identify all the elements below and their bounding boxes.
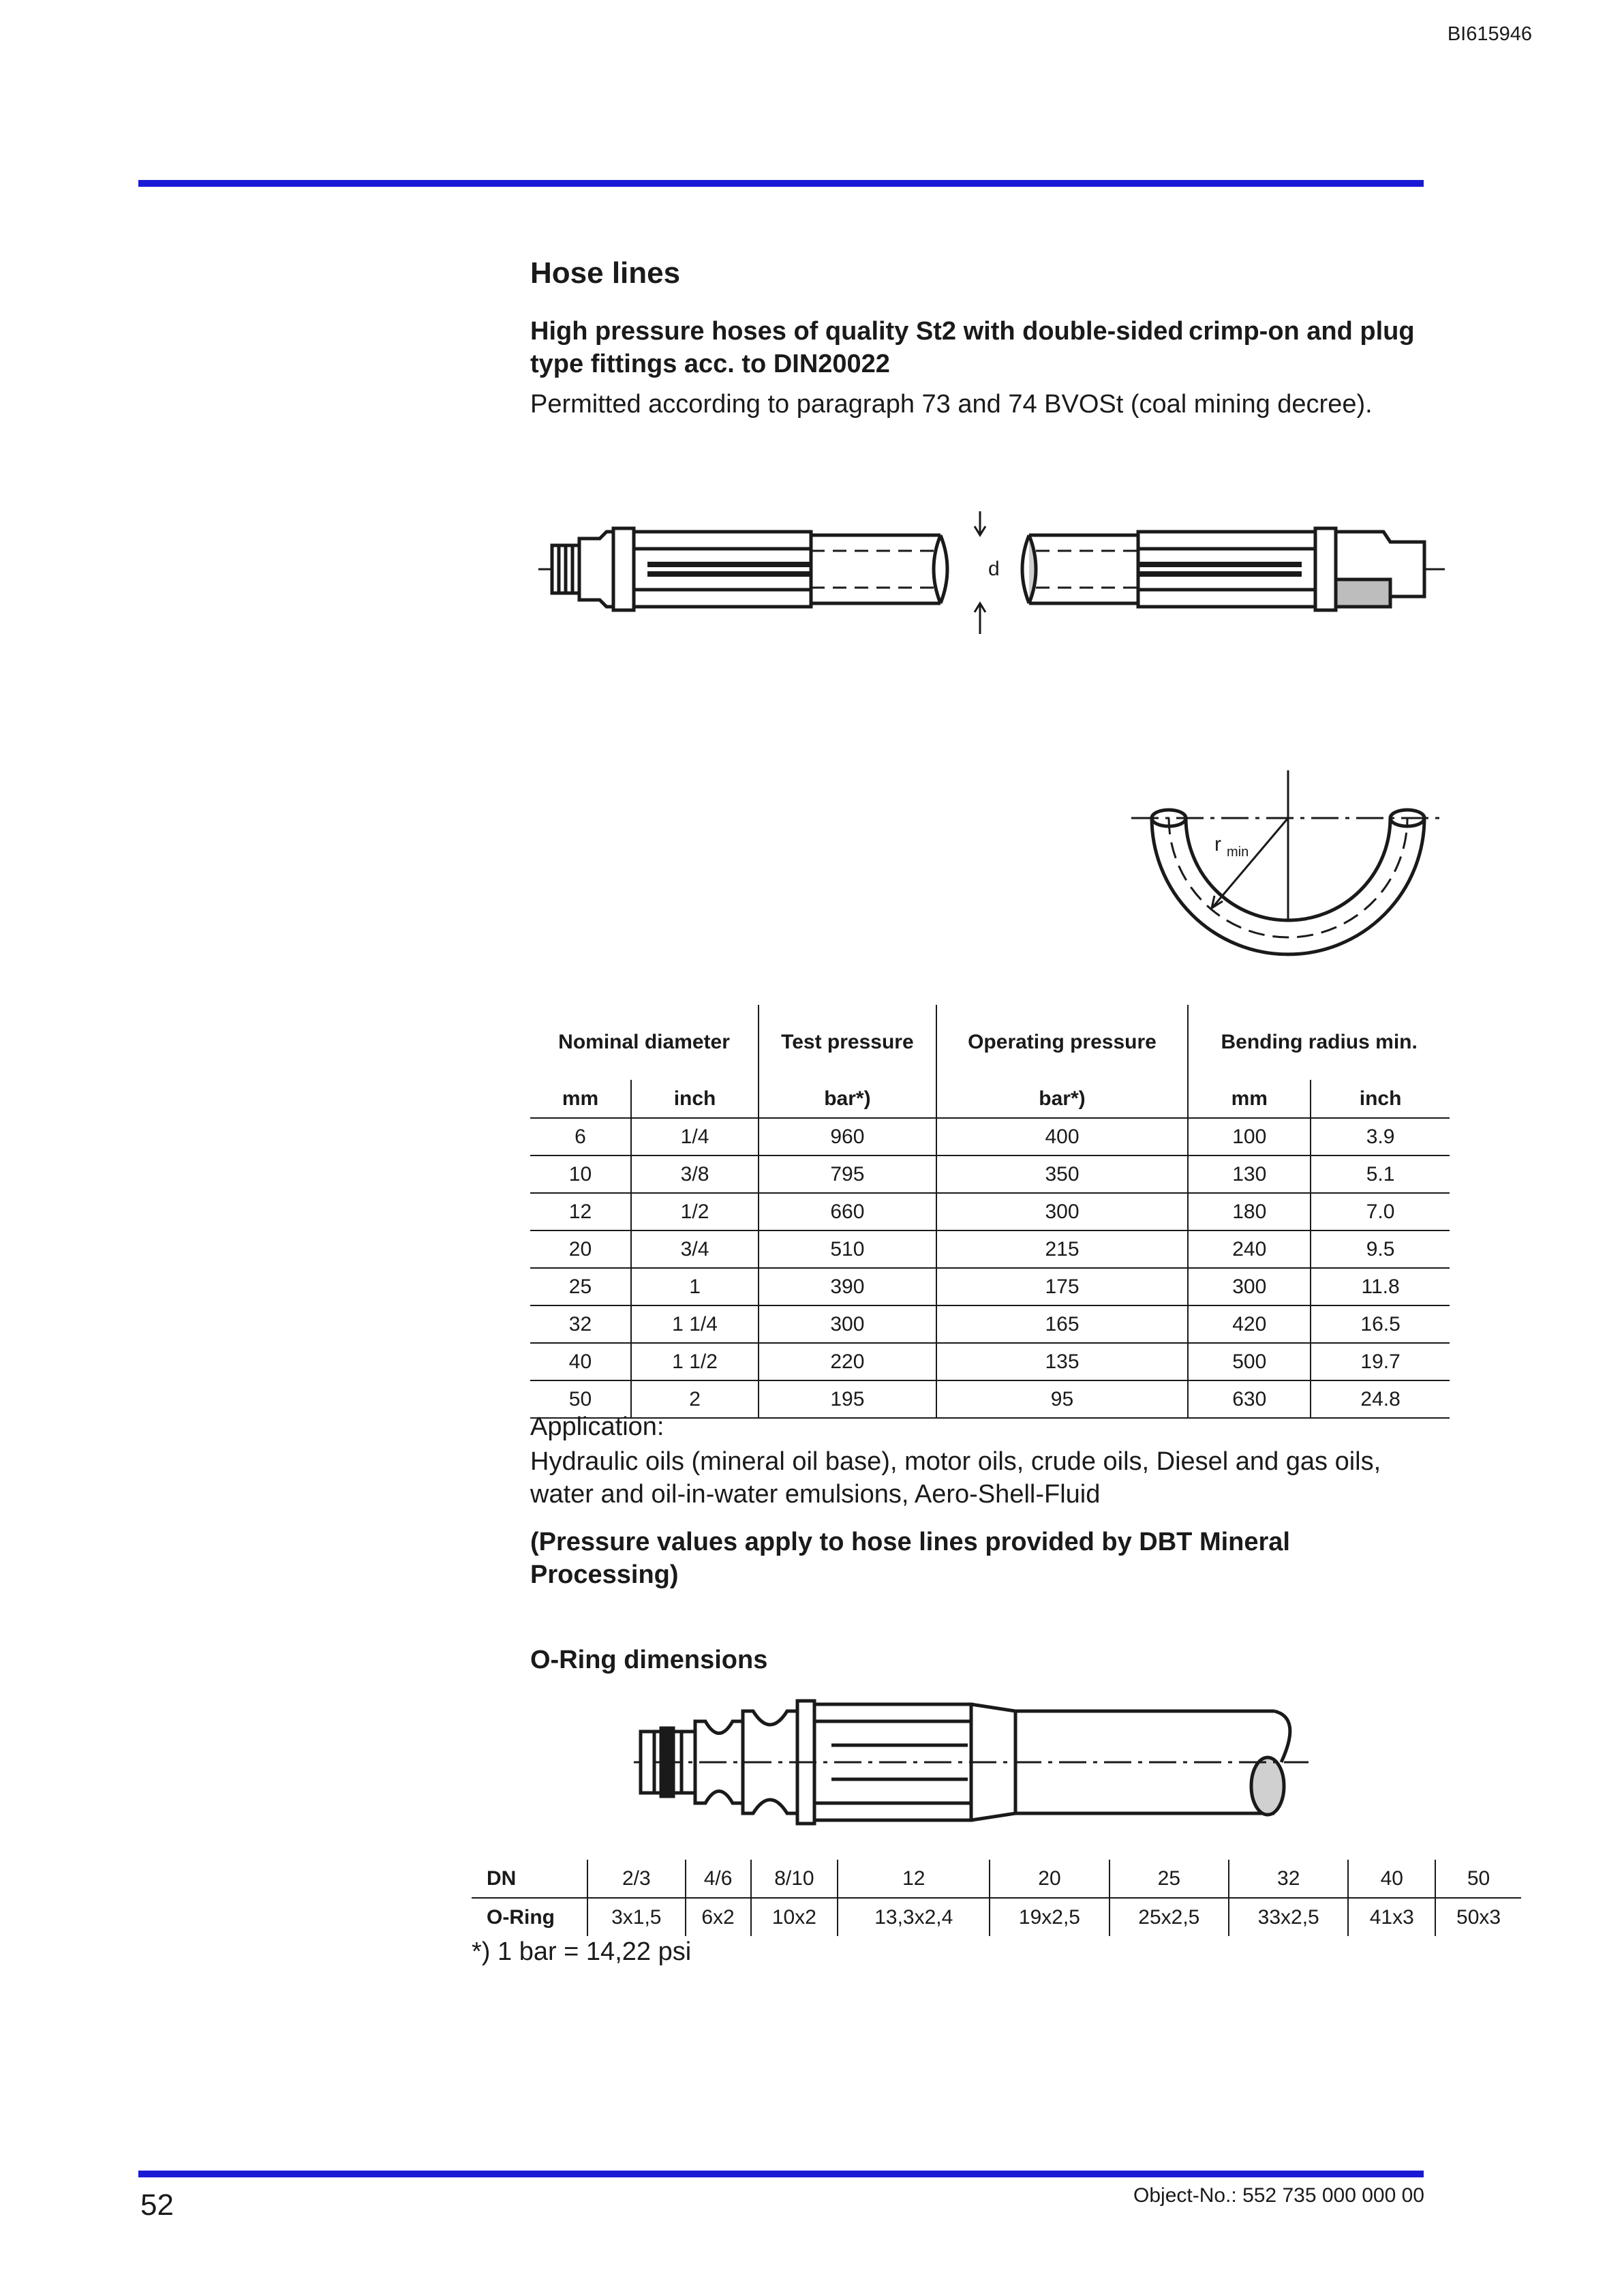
- table-cell: 50: [530, 1380, 631, 1418]
- dn-cell: 8/10: [751, 1860, 838, 1898]
- table-row: [530, 1193, 1450, 1230]
- hose-diameter-label: d: [988, 558, 1000, 580]
- bending-radius-drawing: [1131, 770, 1445, 975]
- unit-bar: bar*): [759, 1080, 936, 1118]
- oring-size-cell: 13,3x2,4: [838, 1898, 990, 1936]
- oring-size-cell: 6x2: [686, 1898, 751, 1936]
- table-cell: 240: [1188, 1230, 1311, 1268]
- hose-specification-table: [530, 1005, 1450, 1419]
- table-cell: 24.8: [1311, 1380, 1450, 1418]
- unit-mm: mm: [530, 1080, 631, 1118]
- dn-cell: 40: [1348, 1860, 1435, 1898]
- application-text: Hydraulic oils (mineral oil base), motor oils, crude oils, Diesel and gas oils, water and oil-in-water emulsions, Aero-Shell-Fluid: [530, 1447, 1381, 1509]
- table-cell: 95: [936, 1380, 1189, 1418]
- oring-dimensions-table: [472, 1860, 1521, 1936]
- dn-cell: 2/3: [587, 1860, 686, 1898]
- oring-size-cell: 25x2,5: [1110, 1898, 1229, 1936]
- table-cell: 660: [759, 1193, 936, 1230]
- table-cell: 3.9: [1311, 1118, 1450, 1155]
- oring-size-cell: 19x2,5: [990, 1898, 1109, 1936]
- table-cell: 6: [530, 1118, 631, 1155]
- table-cell: 1: [631, 1268, 759, 1305]
- table-cell: 2: [631, 1380, 759, 1418]
- table-cell: 300: [759, 1305, 936, 1343]
- table-row: [530, 1118, 1450, 1155]
- header-bending-radius: Bending radius min.: [1188, 1005, 1450, 1080]
- table-row: [530, 1305, 1450, 1343]
- table-cell: 3/8: [631, 1155, 759, 1193]
- psi-footnote: *) 1 bar = 14,22 psi: [472, 1937, 692, 1966]
- unit-bar: bar*): [936, 1080, 1189, 1118]
- table-row: [530, 1268, 1450, 1305]
- row-label-dn: DN: [472, 1860, 587, 1898]
- table-row: [472, 1898, 1521, 1936]
- table-cell: 195: [759, 1380, 936, 1418]
- row-label-oring: O-Ring: [487, 1905, 555, 1929]
- table-cell: 300: [1188, 1268, 1311, 1305]
- unit-mm: mm: [1188, 1080, 1311, 1118]
- table-cell: 135: [936, 1343, 1189, 1380]
- table-cell: 1/4: [631, 1118, 759, 1155]
- header-test-pressure: Test pressure: [759, 1005, 936, 1080]
- bend-radius-subscript: min: [1227, 845, 1249, 860]
- table-cell: 20: [530, 1230, 631, 1268]
- oring-fitting-drawing: [634, 1691, 1315, 1834]
- table-cell: 11.8: [1311, 1268, 1450, 1305]
- object-number: Object-No.: 552 735 000 000 00: [1133, 2184, 1424, 2207]
- table-cell: 100: [1188, 1118, 1311, 1155]
- dn-cell: 12: [838, 1860, 990, 1898]
- application-label: Application:: [530, 1413, 664, 1441]
- table-row: [530, 1230, 1450, 1268]
- table-cell: 10: [530, 1155, 631, 1193]
- oring-size-cell: 33x2,5: [1229, 1898, 1348, 1936]
- page-number: 52: [140, 2188, 174, 2222]
- table-cell: 510: [759, 1230, 936, 1268]
- table-cell: 165: [936, 1305, 1189, 1343]
- table-cell: 1 1/4: [631, 1305, 759, 1343]
- table-row: [530, 1343, 1450, 1380]
- table-cell: 5.1: [1311, 1155, 1450, 1193]
- dn-cell: 32: [1229, 1860, 1348, 1898]
- table-cell: 12: [530, 1193, 631, 1230]
- oring-size-cell: 50x3: [1435, 1898, 1521, 1936]
- table-cell: 19.7: [1311, 1343, 1450, 1380]
- table-cell: 130: [1188, 1155, 1311, 1193]
- table-cell: 7.0: [1311, 1193, 1450, 1230]
- bend-radius-label: r: [1214, 833, 1221, 856]
- table-cell: 9.5: [1311, 1230, 1450, 1268]
- table-cell: 400: [936, 1118, 1189, 1155]
- table-cell: 220: [759, 1343, 936, 1380]
- table-cell: 25: [530, 1268, 631, 1305]
- table-cell: 175: [936, 1268, 1189, 1305]
- section-subtitle: High pressure hoses of quality St2 with double-sided crimp-on and plug type fittings acc. to DIN20022: [530, 317, 1415, 378]
- table-cell: 390: [759, 1268, 936, 1305]
- table-cell: 300: [936, 1193, 1189, 1230]
- table-cell: 350: [936, 1155, 1189, 1193]
- table-cell: 3/4: [631, 1230, 759, 1268]
- table-cell: 16.5: [1311, 1305, 1450, 1343]
- document-id: BI615946: [1447, 23, 1532, 45]
- unit-inch: inch: [1311, 1080, 1450, 1118]
- header-nominal-diameter: Nominal diameter: [558, 1031, 730, 1053]
- table-row: [530, 1155, 1450, 1193]
- section-title: Hose lines: [530, 256, 681, 290]
- header-operating-pressure: Operating pressure: [936, 1005, 1189, 1080]
- header-rule: [138, 180, 1424, 187]
- unit-inch: inch: [631, 1080, 759, 1118]
- table-cell: 420: [1188, 1305, 1311, 1343]
- dn-cell: 50: [1435, 1860, 1521, 1898]
- table-cell: 40: [530, 1343, 631, 1380]
- footer-rule: [138, 2171, 1424, 2177]
- dn-cell: 4/6: [686, 1860, 751, 1898]
- table-cell: 215: [936, 1230, 1189, 1268]
- oring-size-cell: 10x2: [751, 1898, 838, 1936]
- table-cell: 1/2: [631, 1193, 759, 1230]
- table-cell: 180: [1188, 1193, 1311, 1230]
- table-cell: 1 1/2: [631, 1343, 759, 1380]
- dn-cell: 25: [1110, 1860, 1229, 1898]
- intro-paragraph: Permitted according to paragraph 73 and 74 BVOSt (coal mining decree).: [530, 390, 1373, 419]
- table-cell: 960: [759, 1118, 936, 1155]
- oring-title: O-Ring dimensions: [530, 1646, 768, 1674]
- oring-size-cell: 3x1,5: [587, 1898, 686, 1936]
- table-cell: 795: [759, 1155, 936, 1193]
- table-cell: 630: [1188, 1380, 1311, 1418]
- table-cell: 500: [1188, 1343, 1311, 1380]
- hose-fitting-drawing: [538, 511, 1452, 641]
- dn-cell: 20: [990, 1860, 1109, 1898]
- table-row: [472, 1860, 1521, 1898]
- oring-size-cell: 41x3: [1348, 1898, 1435, 1936]
- table-cell: 32: [530, 1305, 631, 1343]
- pressure-note: (Pressure values apply to hose lines provided by DBT Mineral Processing): [530, 1528, 1290, 1589]
